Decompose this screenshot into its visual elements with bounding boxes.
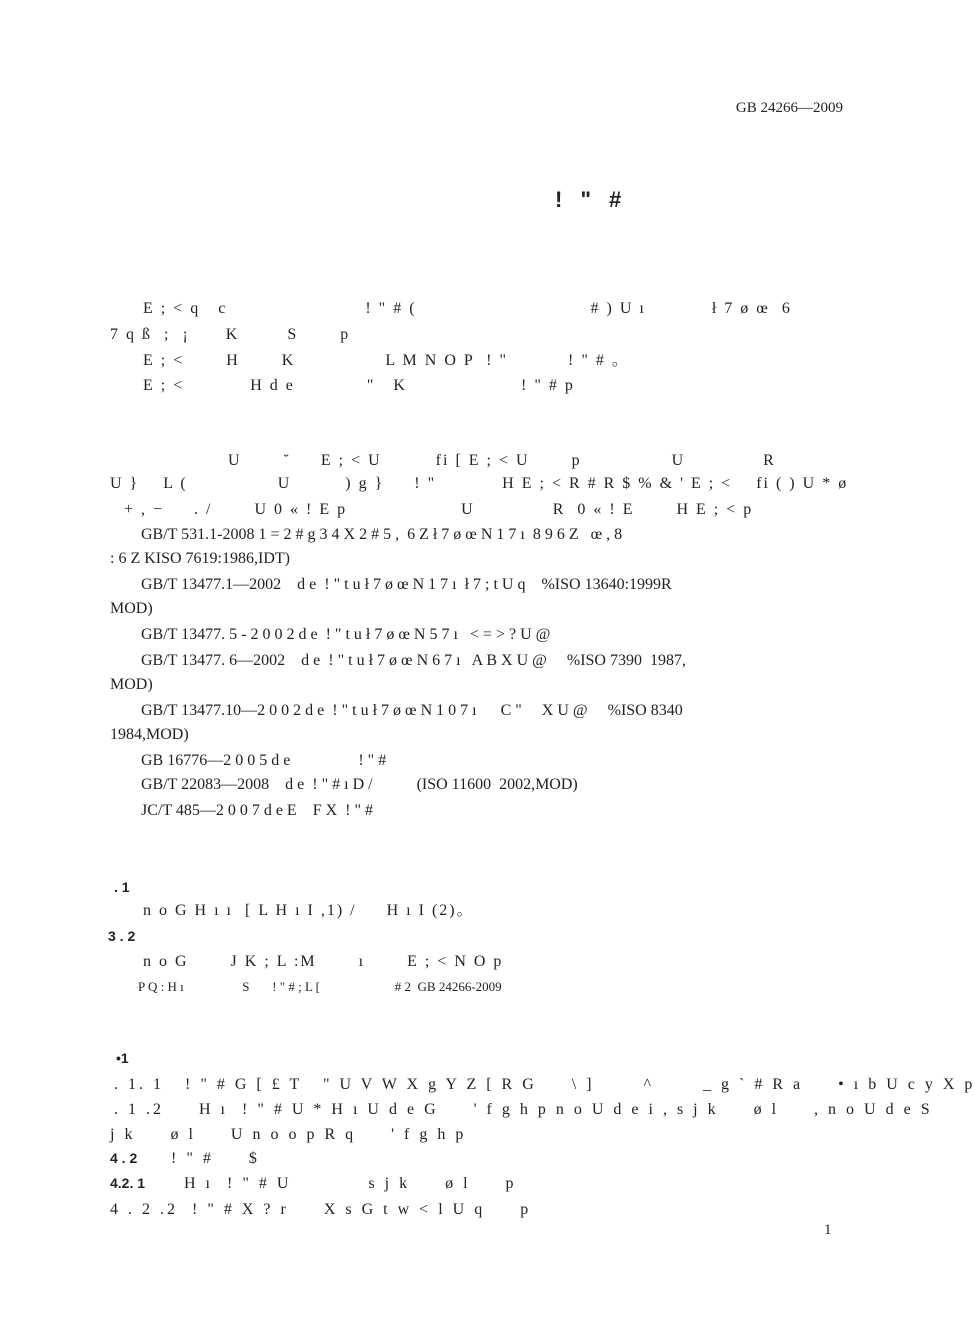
clause-number: 4.2. 1 xyxy=(110,1175,146,1191)
clause-number: . 1 xyxy=(114,879,130,895)
reference-line: MOD) xyxy=(110,676,153,693)
foreword-line: 7 q ß ; ¡ K S p xyxy=(110,326,351,343)
reference-line: GB/T 531.1-2008 1 = 2 # g 3 4 X 2 # 5 , 6 Z ł 7 ø œ N 1 7 ı 8 9 6 Z œ , 8 xyxy=(141,526,623,543)
normrefs-intro-line: U } L ( U ) g } ! " H E ; < R # R $ % & ' E ; < fi ( ) U * ø xyxy=(110,475,849,492)
term-note: P Q : H ı S ! " # ; L [ # 2 GB 24266-2009 xyxy=(138,979,502,994)
foreword-line: E ; < H K L M N O P ! " ! " # 。 xyxy=(143,352,630,369)
document-title: ! " # xyxy=(555,187,628,212)
reference-line: GB/T 13477.10—2 0 0 2 d e ! " t u ł 7 ø œ N 1 0 7 ı C " X U @ %ISO 8340 xyxy=(141,702,683,719)
standard-number: GB 24266—2009 xyxy=(735,100,843,116)
clause-number: 3 . 2 xyxy=(108,928,136,944)
page-number: 1 xyxy=(824,1222,832,1238)
reference-line: GB/T 13477. 5 - 2 0 0 2 d e ! " t u ł 7 ø œ N 5 7 ı < = > ? U @ xyxy=(141,626,551,643)
term-definition: n o G H ı ı [ L H ı I ,1) / H ı I (2)。 xyxy=(143,902,475,919)
reference-line: GB/T 22083—2008 d e ! " # ı D / (ISO 11600 2002,MOD) xyxy=(141,776,578,793)
requirement-line: H ı ! " # U s j k ø l p xyxy=(184,1175,517,1192)
foreword-line: E ; < q c ! " # ( # ) U ı ł 7 ø œ 6 xyxy=(143,300,792,317)
requirement-line: 4 . 2 .2 ! " # X ? r X s G t w < l U q p xyxy=(110,1201,532,1218)
normrefs-intro-line: U ˘ E ; < U fi [ E ; < U p U R xyxy=(228,452,776,469)
reference-line: MOD) xyxy=(110,600,153,617)
reference-line: JC/T 485—2 0 0 7 d e E F X ! " # xyxy=(141,802,374,819)
normrefs-intro-line: + , − . / U 0 « ! E p U R 0 « ! E H E ; < p xyxy=(124,501,754,518)
reference-line: GB/T 13477. 6—2002 d e ! " t u ł 7 ø œ N 6 7 ı A B X U @ %ISO 7390 1987, xyxy=(141,652,686,669)
reference-line: GB 16776—2 0 0 5 d e ! " # xyxy=(141,752,387,769)
requirement-line: . 1. 1 ! " # G [ £ T " U V W X g Y Z [ R G \ ] ^ _ g ` # R a • ı b U c y X p xyxy=(114,1076,975,1093)
term-definition: n o G J K ; L :M ı E ; < N O p xyxy=(143,953,504,970)
reference-line: GB/T 13477.1—2002 d e ! " t u ł 7 ø œ N 1 7 ı ł 7 ; t U q %ISO 13640:1999R xyxy=(141,576,672,593)
foreword-line: E ; < H d e " K ! " # p xyxy=(143,377,575,394)
requirement-line: . 1 .2 H ı ! " # U * H ı U d e G ' f g h p n o U d e i , s j k ø l , n o U d e S xyxy=(114,1101,933,1118)
clause-title: ! " # $ xyxy=(171,1150,260,1167)
reference-line: 1984,MOD) xyxy=(110,726,189,743)
reference-line: : 6 Z KISO 7619:1986,IDT) xyxy=(110,550,290,567)
clause-number: •1 xyxy=(116,1050,129,1066)
clause-number: 4 . 2 xyxy=(110,1150,138,1166)
requirement-line: j k ø l U n o o p R q ' f g h p xyxy=(110,1126,467,1143)
